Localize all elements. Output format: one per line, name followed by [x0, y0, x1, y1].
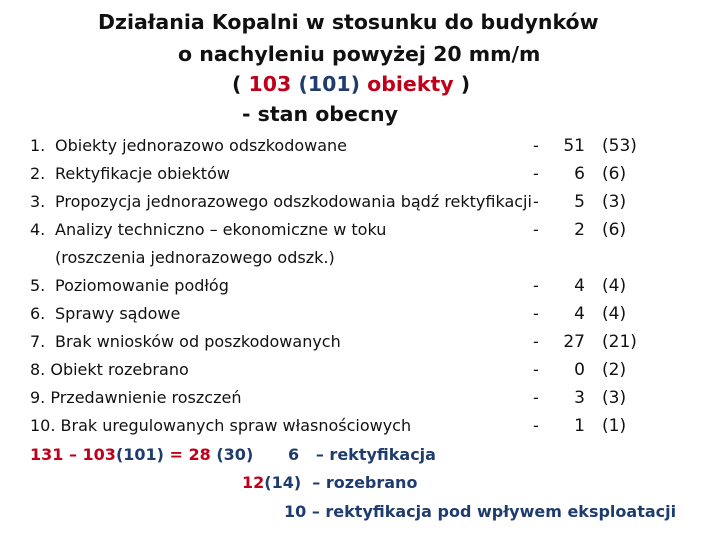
item-number: 4.	[30, 220, 46, 239]
item-number: 3.	[30, 192, 46, 211]
mining-rectification-count: 10	[284, 502, 307, 521]
item-number: 1.	[30, 136, 46, 155]
list-item	[0, 332, 720, 360]
item-value: 2	[574, 220, 585, 240]
item-dash: -	[533, 388, 539, 407]
item-number: 5.	[30, 276, 46, 295]
item-value: 27	[563, 332, 585, 352]
item-value: 5	[574, 192, 585, 212]
list-item	[0, 164, 720, 192]
item-previous-value: (6)	[602, 164, 627, 184]
list-item-continuation	[0, 248, 720, 276]
list-item	[0, 416, 720, 444]
list-item	[0, 136, 720, 164]
summary-equation-b: (101)	[115, 445, 164, 464]
item-value: 1	[574, 416, 585, 436]
summary-equation-d: (30)	[216, 445, 254, 464]
title-line-4: - stan obecny	[242, 102, 398, 126]
item-label: Propozycja jednorazowego odszkodowania bądź rektyfikacji	[55, 192, 532, 211]
item-value: 51	[563, 136, 585, 156]
item-label: Poziomowanie podłóg	[55, 276, 229, 295]
list-item	[0, 388, 720, 416]
item-label: Obiekty jednorazowo odszkodowane	[55, 136, 348, 155]
demolished-count: 12	[242, 473, 265, 492]
item-number: 7.	[30, 332, 46, 351]
item-value: 4	[574, 276, 585, 296]
item-value: 0	[574, 360, 585, 380]
item-previous-value: (53)	[602, 136, 637, 156]
item-dash: -	[533, 164, 539, 183]
title-line-1: Działania Kopalni w stosunku do budynków	[98, 10, 599, 34]
item-previous-value: (4)	[602, 304, 627, 324]
item-previous-value: (3)	[602, 192, 627, 212]
item-label: (roszczenia jednorazowego odszk.)	[55, 248, 335, 267]
object-count-previous: (101)	[298, 72, 360, 96]
demolished-text: – rozebrano	[312, 473, 418, 492]
item-value: 4	[574, 304, 585, 324]
title-line-3	[232, 72, 470, 96]
item-dash: -	[533, 136, 539, 155]
list-item	[0, 220, 720, 248]
item-label: Brak wniosków od poszkodowanych	[55, 332, 341, 351]
object-count: 103	[248, 72, 292, 96]
item-number: 6.	[30, 304, 46, 323]
summary-equation-c: = 28	[163, 445, 217, 464]
summary-equation-a: 131 – 103	[30, 445, 116, 464]
item-dash: -	[533, 304, 539, 323]
item-previous-value: (21)	[602, 332, 637, 352]
item-number: 2.	[30, 164, 46, 183]
item-previous-value: (6)	[602, 220, 627, 240]
item-previous-value: (1)	[602, 416, 627, 436]
paren-open: (	[232, 72, 249, 96]
item-dash: -	[533, 220, 539, 239]
item-value: 3	[574, 388, 585, 408]
mining-rectification-text: – rektyfikacja pod wpływem eksploatacji	[311, 502, 677, 521]
summary-equation	[30, 445, 253, 464]
item-dash: -	[533, 416, 539, 435]
item-dash: -	[533, 192, 539, 211]
item-previous-value: (4)	[602, 276, 627, 296]
list-item	[0, 276, 720, 304]
summary-mining-rectification	[284, 502, 676, 521]
item-label: 9. Przedawnienie roszczeń	[30, 388, 242, 407]
summary-demolished	[242, 473, 417, 492]
item-dash: -	[533, 360, 539, 379]
rectification-count: 6	[288, 445, 300, 464]
item-label: Analizy techniczno – ekonomiczne w toku	[55, 220, 387, 239]
item-label: Rektyfikacje obiektów	[55, 164, 230, 183]
list-item	[0, 304, 720, 332]
item-previous-value: (2)	[602, 360, 627, 380]
item-dash: -	[533, 276, 539, 295]
item-previous-value: (3)	[602, 388, 627, 408]
rectification-text: – rektyfikacja	[315, 445, 436, 464]
objects-word: obiekty	[367, 72, 454, 96]
paren-close: )	[453, 72, 471, 96]
item-value: 6	[574, 164, 585, 184]
item-label: 8. Obiekt rozebrano	[30, 360, 189, 379]
list-item	[0, 360, 720, 388]
item-dash: -	[533, 332, 539, 351]
title-line-2: o nachyleniu powyżej 20 mm/m	[178, 42, 541, 66]
item-label: 10. Brak uregulowanych spraw własnościowych	[30, 416, 412, 435]
item-label: Sprawy sądowe	[55, 304, 181, 323]
demolished-previous: (14)	[264, 473, 302, 492]
summary-rectification	[288, 445, 436, 464]
list-item	[0, 192, 720, 220]
